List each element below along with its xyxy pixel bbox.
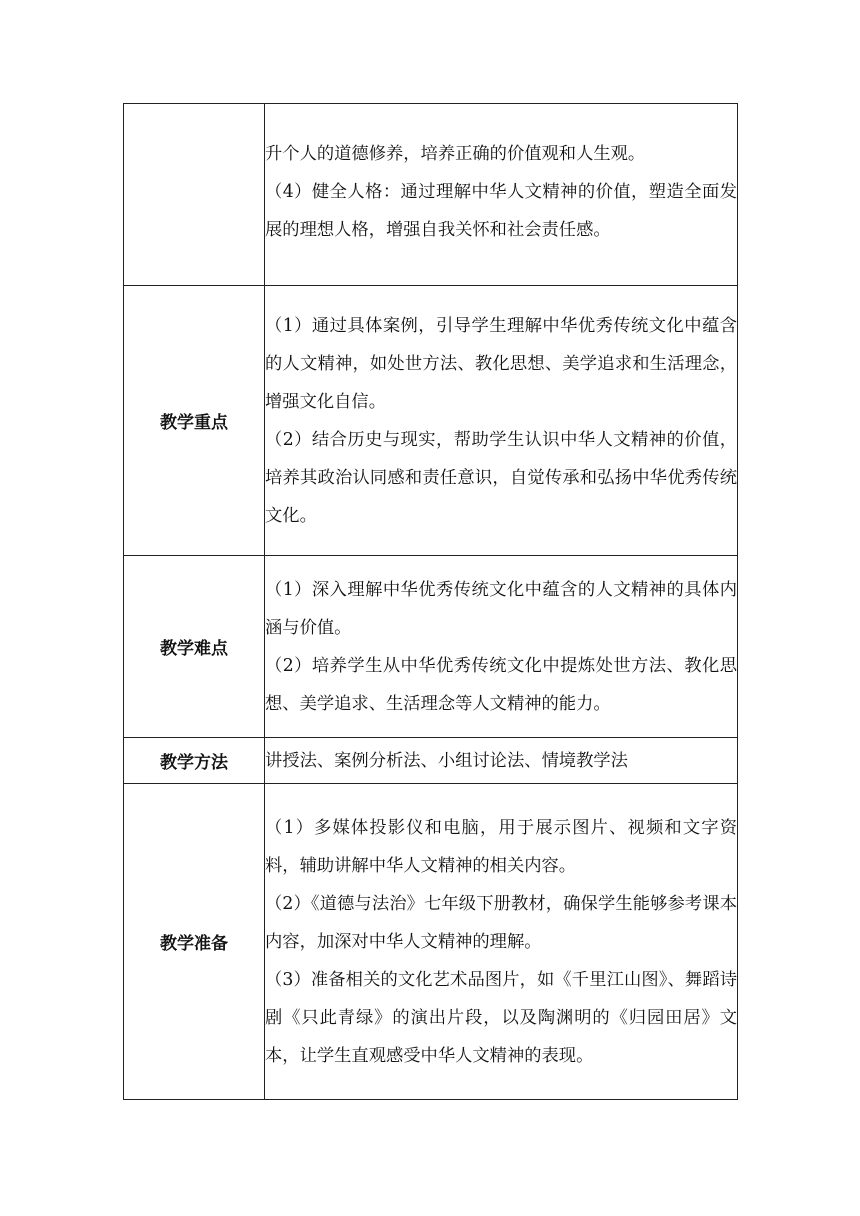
table-row [124,784,738,1100]
row-content [265,286,738,556]
row-content [265,784,738,1100]
table-row [124,738,738,784]
table-row [124,286,738,556]
table-row [124,556,738,738]
content-paragraph: 升个人的道德修养，培养正确的价值观和人生观。 [265,144,646,164]
table-row [124,104,738,286]
row-content [265,738,738,784]
content-paragraph: （2）培养学生从中华优秀传统文化中提炼处世方法、教化思想、美学追求、生活理念等人文精神的能力。 [265,655,737,714]
row-content [265,556,738,738]
content-paragraph: （1）多媒体投影仪和电脑，用于展示图片、视频和文字资料，辅助讲解中华人文精神的相关内容。 [265,817,737,876]
row-label: 教学重点 [124,286,265,556]
content-paragraph: （4）健全人格：通过理解中华人文精神的价值，塑造全面发展的理想人格，增强自我关怀和社会责任感。 [265,182,737,240]
content-paragraph: （3）准备相关的文化艺术品图片，如《千里江山图》、舞蹈诗剧《只此青绿》的演出片段，以及陶渊明的《归园田居》文本，让学生直观感受中华人文精神的表现。 [265,969,737,1066]
content-paragraph: （2）《道德与法治》七年级下册教材，确保学生能够参考课本内容，加深对中华人文精神的理解。 [265,893,737,952]
row-label: 教学难点 [124,556,265,738]
row-label: 教学方法 [124,738,265,784]
row-label: 教学准备 [124,784,265,1100]
row-content [265,104,738,286]
content-paragraph: （1）通过具体案例，引导学生理解中华优秀传统文化中蕴含的人文精神，如处世方法、教化思想、美学追求和生活理念，增强文化自信。 [265,315,737,412]
content-paragraph: （1）深入理解中华优秀传统文化中蕴含的人文精神的具体内涵与价值。 [265,579,737,638]
lesson-plan-table [123,103,738,1100]
content-paragraph: （2）结合历史与现实，帮助学生认识中华人文精神的价值，培养其政治认同感和责任意识，自觉传承和弘扬中华优秀传统文化。 [265,429,737,526]
row-label [124,104,265,286]
content-paragraph: 讲授法、案例分析法、小组讨论法、情境教学法 [265,750,628,771]
